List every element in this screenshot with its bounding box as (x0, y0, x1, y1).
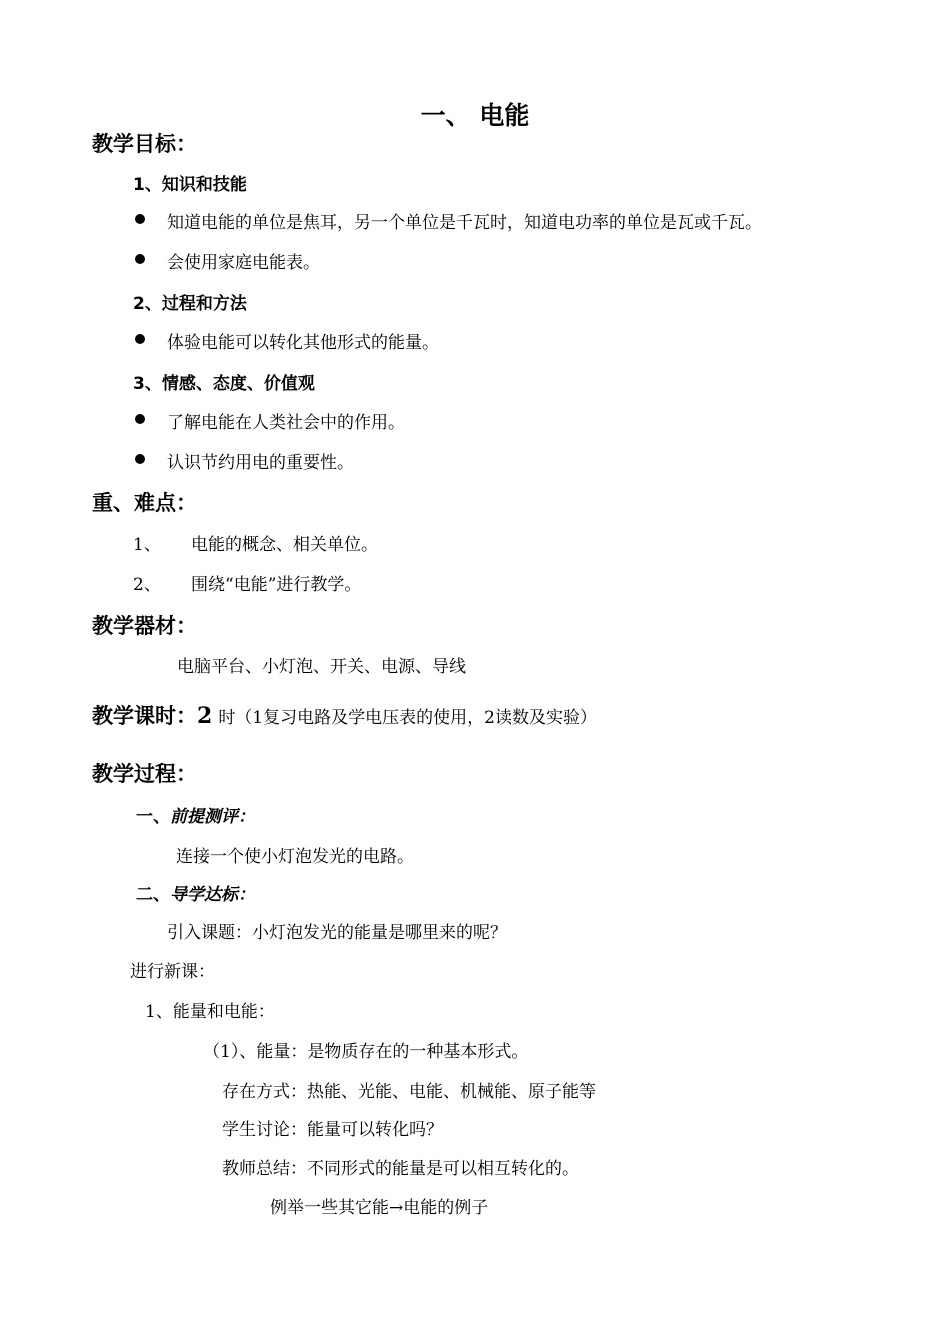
goals-subheading-process: 2、过程和方法 (133, 294, 247, 314)
keypoint-number: 1、 (133, 535, 161, 555)
bullet-icon (135, 334, 145, 344)
paragraph: 例举一些其它能→电能的例子 (270, 1198, 489, 1218)
section-heading (136, 880, 255, 905)
paragraph: （1）、能量：是物质存在的一种基本形式。 (203, 1042, 529, 1062)
goals-subheading-knowledge: 1、知识和技能 (133, 175, 247, 195)
paragraph: 学生讨论：能量可以转化吗？ (222, 1120, 443, 1140)
list-item: 知道电能的单位是焦耳，另一个单位是千瓦时，知道电功率的单位是瓦或千瓦。 (167, 213, 762, 233)
keypoints-heading: 重、难点： (92, 491, 197, 515)
paragraph: 进行新课： (130, 962, 215, 982)
list-item: 了解电能在人类社会中的作用。 (167, 413, 405, 433)
equipment-heading: 教学器材： (92, 614, 197, 638)
bullet-icon (135, 254, 145, 264)
bullet-icon (135, 414, 145, 424)
keypoint-number: 2、 (133, 575, 161, 595)
process-heading: 教学过程： (92, 762, 197, 786)
hours-note: 时（1复习电路及学电压表的使用，2读数及实验） (218, 708, 597, 728)
bullet-icon (135, 454, 145, 464)
paragraph: 引入课题：小灯泡发光的能量是哪里来的呢？ (167, 923, 507, 943)
list-item: 认识节约用电的重要性。 (167, 453, 354, 473)
section-number: 一、 (136, 807, 170, 827)
keypoint-text: 电能的概念、相关单位。 (191, 535, 378, 555)
list-item: 会使用家庭电能表。 (167, 253, 320, 273)
section-number: 二、 (136, 885, 170, 905)
paragraph: 1、能量和电能： (145, 1002, 275, 1022)
paragraph: 连接一个使小灯泡发光的电路。 (176, 847, 414, 867)
hours-line (92, 700, 597, 730)
goals-subheading-attitude: 3、情感、态度、价值观 (133, 374, 315, 394)
bullet-icon (135, 214, 145, 224)
goals-heading: 教学目标： (92, 132, 197, 156)
list-item: 体验电能可以转化其他形式的能量。 (167, 333, 439, 353)
hours-value: 2 (197, 703, 213, 729)
keypoint-text: 围绕“电能”进行教学。 (191, 575, 362, 595)
document-title: 一、 电能 (420, 101, 530, 130)
paragraph: 存在方式：热能、光能、电能、机械能、原子能等 (222, 1082, 596, 1102)
section-title: 导学达标： (170, 885, 255, 905)
hours-heading: 教学课时： (92, 704, 197, 728)
equipment-text: 电脑平台、小灯泡、开关、电源、导线 (177, 657, 466, 677)
section-title: 前提测评： (170, 807, 255, 827)
paragraph: 教师总结：不同形式的能量是可以相互转化的。 (222, 1159, 579, 1179)
section-heading (136, 802, 255, 827)
